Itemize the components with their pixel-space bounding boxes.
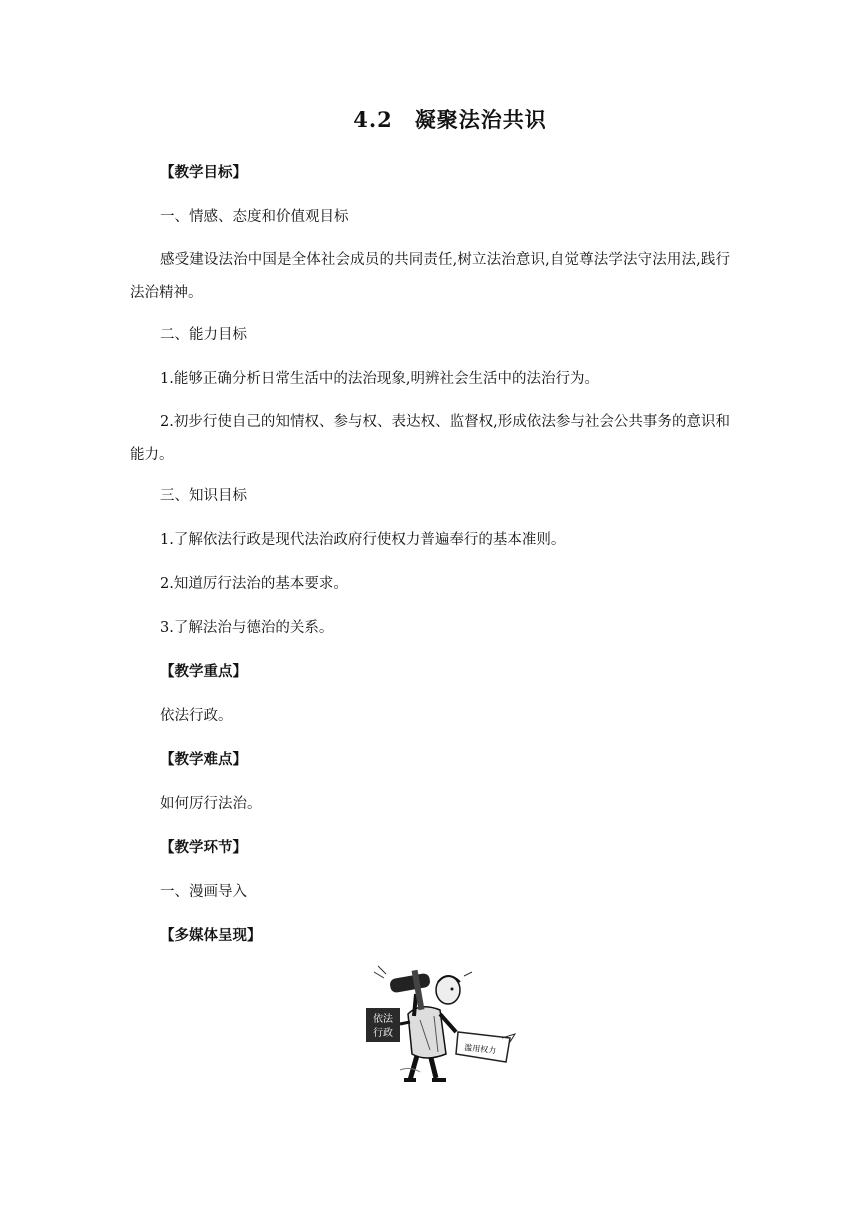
cartoon-illustration [360,962,530,1084]
process-step1: 一、漫画导入 [160,884,247,900]
title-text: 凝聚法治共识 [414,107,547,132]
goal2-item2: 2.初步行使自己的知情权、参与权、表达权、监督权,形成依法参与社会公共事务的意识和能力。 [130,414,730,463]
sign-line1: 依法 [373,1014,393,1025]
goal2-item1: 1.能够正确分析日常生活中的法治现象,明辨社会生活中的法治行为。 [160,371,599,387]
goal3-heading: 三、知识目标 [160,488,247,504]
goal3-item3: 3.了解法治与德治的关系。 [160,620,334,636]
difficulty-heading: 【教学难点】 [160,751,247,768]
title-number: 4.2 [353,107,393,132]
sign-line2: 行政 [373,1028,393,1039]
process-heading: 【教学环节】 [160,839,247,856]
multimedia-heading: 【多媒体呈现】 [160,927,262,944]
teaching-goals-heading: 【教学目标】 [160,164,247,181]
key-point-text: 依法行政。 [160,708,233,724]
key-point-heading: 【教学重点】 [160,663,247,680]
goal3-item2: 2.知道厉行法治的基本要求。 [160,576,348,592]
difficulty-text: 如何厉行法治。 [160,796,262,812]
page-title [0,104,860,134]
goal1-heading: 一、情感、态度和价值观目标 [160,209,349,225]
goal1-text: 感受建设法治中国是全体社会成员的共同责任,树立法治意识,自觉尊法学法守法用法,践行法治精神。 [130,252,730,301]
paper-label: 滥用权力 [463,1043,497,1056]
goal2-heading: 二、能力目标 [160,327,247,343]
abuse-of-power-paper [456,1032,515,1062]
goal3-item1: 1.了解依法行政是现代法治政府行使权力普遍奉行的基本准则。 [160,532,566,548]
rule-by-law-sign [366,1008,400,1042]
